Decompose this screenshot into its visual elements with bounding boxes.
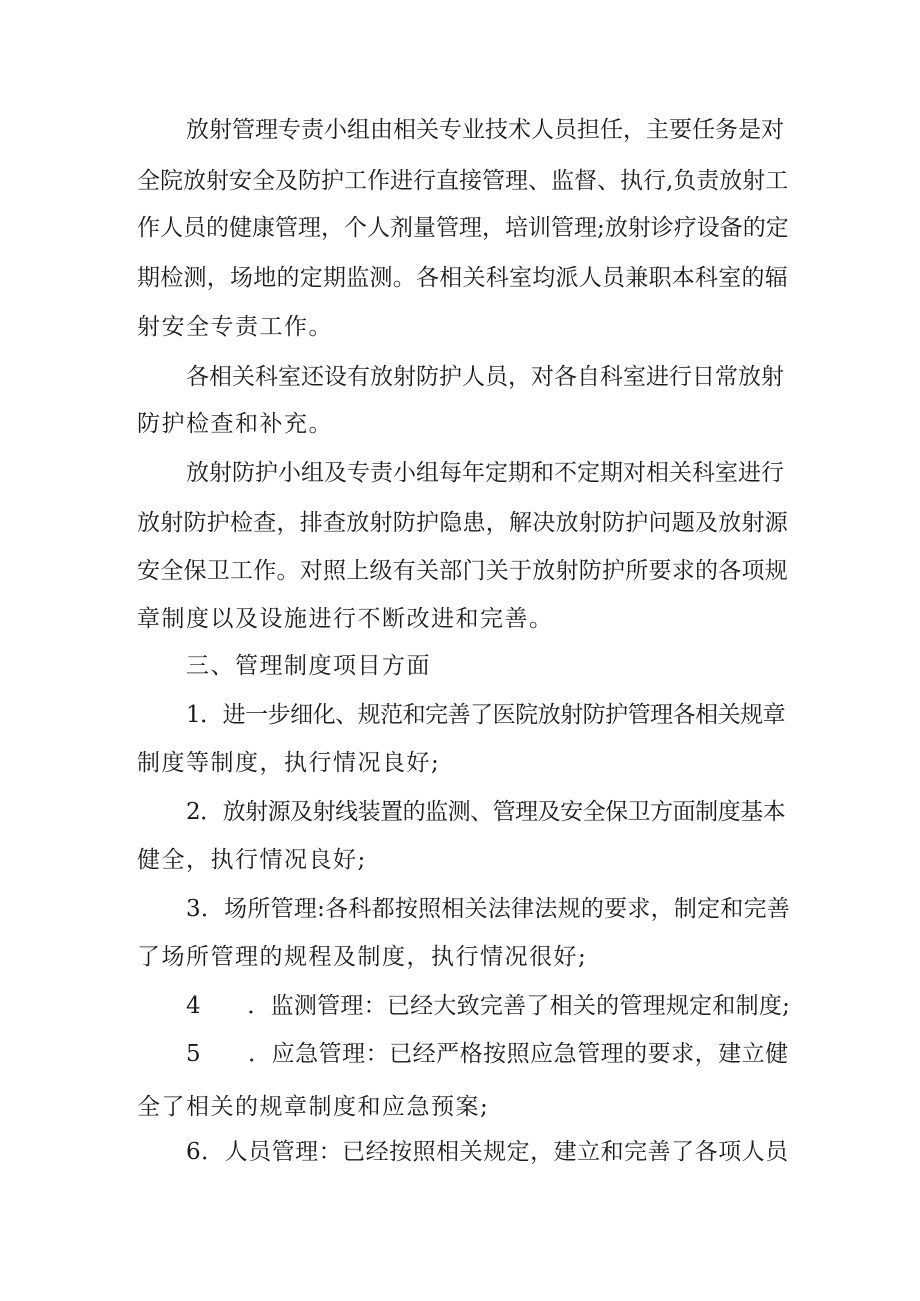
section-heading: 三、管理制度项目方面 [186,653,431,679]
list-item-line: 3．场所管理:各科都按照相关法律法规的要求，制定和完善 [186,896,791,922]
paragraph-line: 放射管理专责小组由相关专业技术人员担任，主要任务是对 [186,117,784,143]
paragraph-line: 放射防护检查，排查放射防护隐患，解决放射防护问题及放射源 [137,510,788,536]
list-item-line: 制度等制度，执行情况良好; [137,750,441,776]
list-item-line: 全了相关的规章制度和应急预案; [137,1094,490,1120]
list-item-line: 2．放射源及射线装置的监测、管理及安全保卫方面制度基本 [186,799,786,825]
paragraph-line: 各相关科室还设有放射防护人员，对各自科室进行日常放射 [186,364,784,390]
paragraph-line: 作人员的健康管理，个人剂量管理，培训管理;放射诊疗设备的定 [137,215,789,241]
list-item-line: 了场所管理的规程及制度，执行情况很好; [137,944,588,970]
list-item-line: 1．进一步细化、规范和完善了医院放射防护管理各相关规章 [186,702,786,728]
list-item-line: 6．人员管理：已经按照相关规定，建立和完善了各项人员 [186,1139,789,1165]
paragraph-line: 期检测，场地的定期监测。各相关科室均派人员兼职本科室的辐 [137,265,788,291]
list-item-line: 健全，执行情况良好; [137,847,367,873]
paragraph-line: 安全保卫工作。对照上级有关部门关于放射防护所要求的各项规 [137,558,788,584]
paragraph-line: 射安全专责工作。 [137,314,333,340]
paragraph-line: 防护检查和补充。 [137,411,333,437]
list-item-line: 4 ．监测管理：已经大致完善了相关的管理规定和制度; [186,993,791,1019]
paragraph-line: 全院放射安全及防护工作进行直接管理、监督、执行,负责放射工 [137,168,789,194]
paragraph-line: 放射防护小组及专责小组每年定期和不定期对相关科室进行 [186,460,784,486]
list-item-line: 5 ．应急管理：已经严格按照应急管理的要求，建立健 [186,1041,789,1067]
paragraph-line: 章制度以及设施进行不断改进和完善。 [137,606,554,632]
